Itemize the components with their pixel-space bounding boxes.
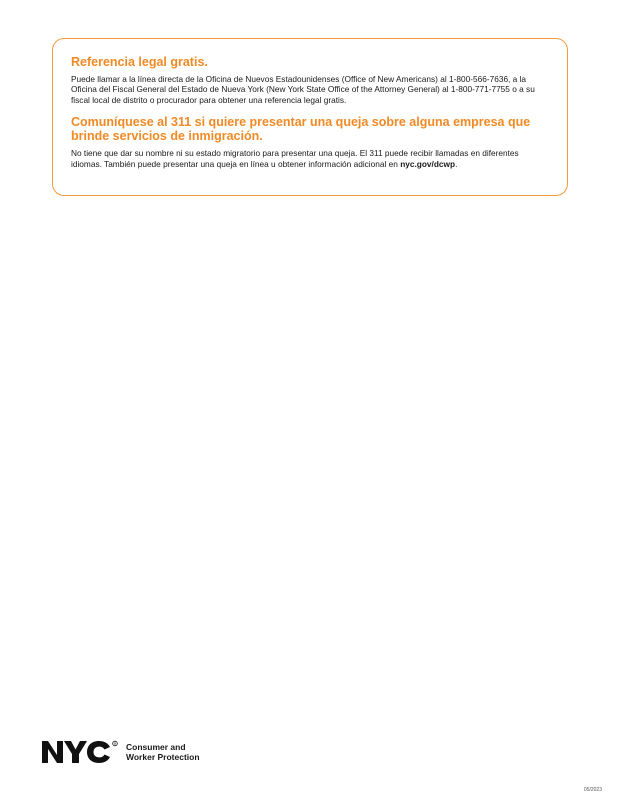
complaint-heading: Comuníquese al 311 si quiere presentar una queja sobre alguna empresa que brinde servicios de inmigración. [71, 115, 531, 144]
agency-name-line2: Worker Protection [126, 752, 200, 762]
date-code: 05/2023 [583, 787, 602, 793]
dcwp-link[interactable]: nyc.gov/dcwp [400, 158, 456, 169]
legal-referral-heading: Referencia legal gratis. [71, 55, 208, 69]
legal-referral-body: Puede llamar a la línea directa de la Oficina de Nuevos Estadounidenses (Office of New Americans) al 1-800-566-7636, a la Oficina del Fiscal General del Estado de Nueva York (New York State Office of the Attorney General) al 1-800-771-7755 o a su fiscal local de distrito o procurador para obtener una referencia legal gratis. [71, 74, 535, 105]
complaint-body-text: No tiene que dar su nombre ni su estado migratorio para presentar una queja. El 311 puede recibir llamadas en diferentes idiomas. También puede presentar una queja en línea u obtener información adicional en [71, 148, 519, 169]
complaint-body [71, 148, 549, 169]
agency-name [126, 742, 200, 762]
nyc-logo [42, 740, 120, 764]
complaint-body-end: . [455, 158, 458, 169]
info-box [52, 38, 568, 196]
svg-text:R: R [113, 742, 117, 746]
footer-logo [42, 738, 200, 766]
agency-name-line1: Consumer and [126, 742, 186, 752]
